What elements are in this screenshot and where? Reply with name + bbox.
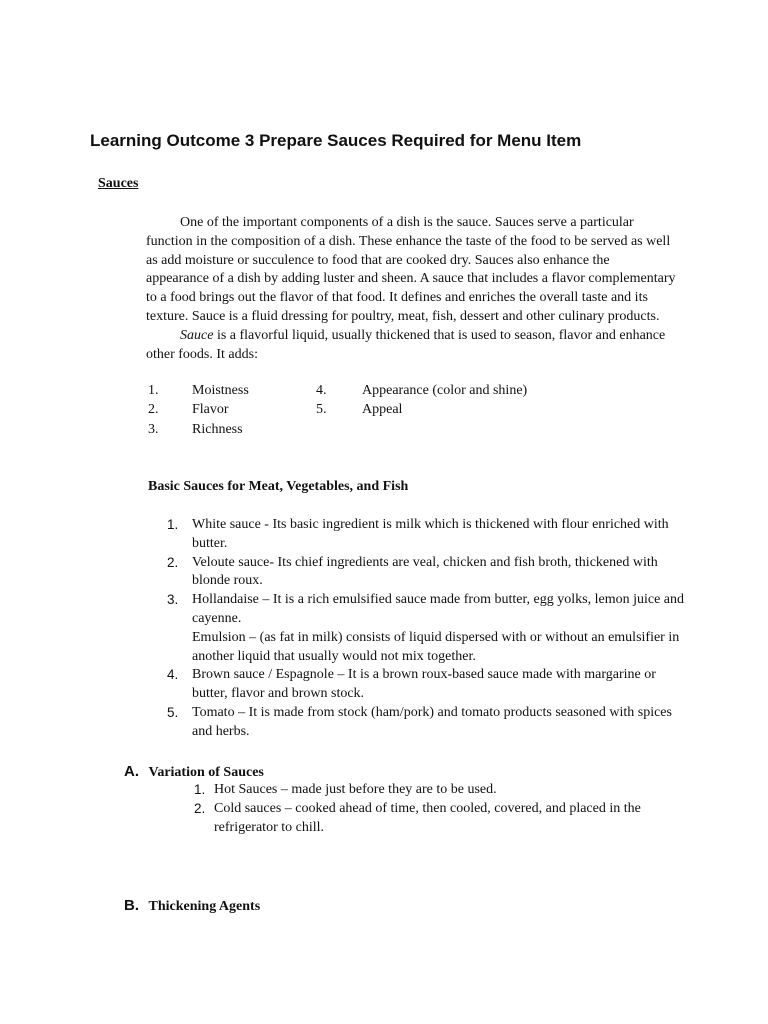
adds-item-3-label: Richness <box>192 422 243 437</box>
section-b-heading <box>124 897 260 915</box>
list-number: 5. <box>167 704 179 720</box>
emulsion-note: Emulsion – (as fat in milk) consists of liquid dispersed with or without an emulsifier in another liquid that usually would not mix together. <box>192 629 680 664</box>
section-a-heading <box>124 763 264 781</box>
list-item <box>148 554 688 592</box>
adds-item-1: 1. <box>148 383 159 398</box>
list-text: Hot Sauces – made just before they are to be used. <box>214 782 497 797</box>
list-item <box>192 781 652 800</box>
basic-sauces-list <box>148 516 688 742</box>
paragraph-2-text: is a flavorful liquid, usually thickened that is used to season, flavor and enhance other foods. It adds: <box>146 327 666 362</box>
list-item <box>148 591 688 666</box>
list-text: Cold sauces – cooked ahead of time, then cooled, covered, and placed in the refrigerator to chill. <box>214 800 641 835</box>
adds-item-3: 3. <box>148 422 159 437</box>
section-a-list <box>192 781 652 837</box>
section-b-title: Thickening Agents <box>148 899 261 914</box>
adds-item-4: 4. <box>316 383 327 398</box>
adds-item-5-label: Appeal <box>362 402 403 417</box>
list-item <box>192 800 652 838</box>
sauce-term: Sauce <box>180 327 214 343</box>
list-text: Brown sauce / Espagnole – It is a brown roux-based sauce made with margarine or butter, flavor and brown stock. <box>192 667 656 702</box>
list-item <box>148 704 688 742</box>
list-item <box>148 516 688 554</box>
list-text: Hollandaise – It is a rich emulsified sauce made from butter, egg yolks, lemon juice and cayenne. <box>192 592 685 626</box>
adds-item-2-label: Flavor <box>192 402 229 417</box>
adds-item-5: 5. <box>316 402 327 417</box>
list-number: 2. <box>194 800 206 816</box>
page-title: Learning Outcome 3 Prepare Sauces Required for Menu Item <box>90 131 582 150</box>
intro-paragraph <box>146 214 676 364</box>
list-text: White sauce - Its basic ingredient is milk which is thickened with flour enriched with butter. <box>192 517 669 551</box>
list-number: 1. <box>194 782 206 797</box>
paragraph-2 <box>146 327 676 365</box>
list-number: 4. <box>167 667 179 683</box>
list-number: 1. <box>167 517 179 532</box>
paragraph-1: One of the important components of a dish is the sauce. Sauces serve a particular function in the composition of a dish. These enhance the taste of the food to be served as well as add moisture or succulence to food that are cooked dry. Sauces also enhance the appearance of a dish by adding luster and sheen. A sauce that includes a flavor complementary to a food brings out the flavor of that food. It defines and enriches the overall taste and its texture. Sauce is a fluid dressing for poultry, meat, fish, dessert and other culinary products. <box>146 215 676 324</box>
basic-sauces-heading: Basic Sauces for Meat, Vegetables, and Fish <box>148 479 409 494</box>
list-number: 3. <box>167 592 179 608</box>
list-item <box>148 666 688 704</box>
section-b-letter: B. <box>124 897 139 914</box>
adds-item-4-label: Appearance (color and shine) <box>362 383 528 398</box>
section-a-title: Variation of Sauces <box>148 765 264 780</box>
section-heading-sauces: Sauces <box>98 176 139 191</box>
list-text: Tomato – It is made from stock (ham/pork) and tomato products seasoned with spices and herbs. <box>192 704 672 739</box>
list-number: 2. <box>167 554 179 570</box>
section-a-letter: A. <box>124 763 139 780</box>
list-text: Veloute sauce- Its chief ingredients are veal, chicken and fish broth, thickened with blonde roux. <box>192 554 658 589</box>
adds-item-1-label: Moistness <box>192 383 249 398</box>
adds-item-2: 2. <box>148 402 159 417</box>
